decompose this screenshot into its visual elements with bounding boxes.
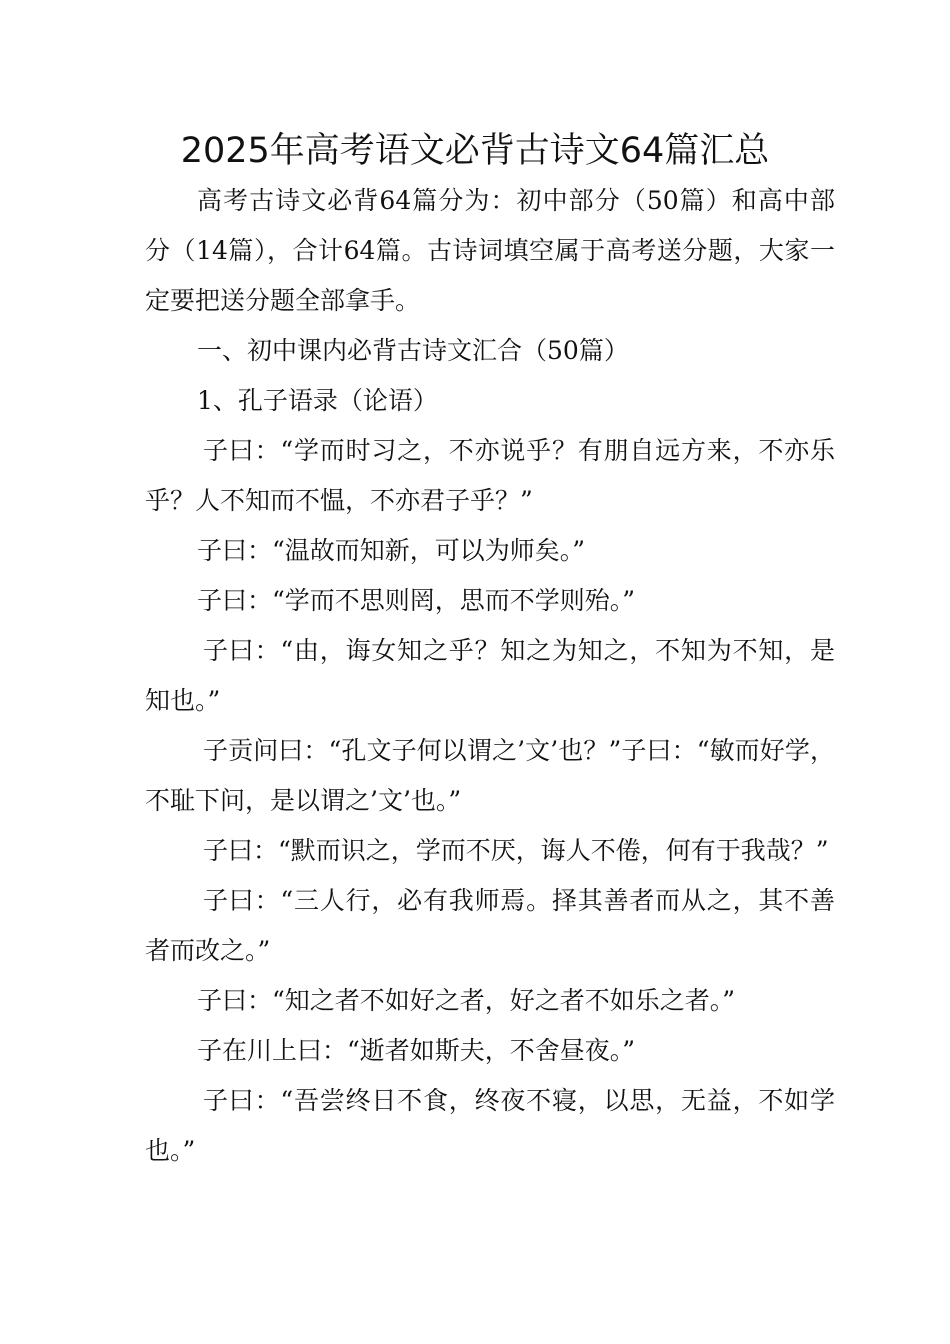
- section-heading: 一、初中课内必背古诗文汇合（50篇）: [197, 336, 629, 365]
- quote-paragraph: 子曰：“吾尝终日不食，终夜不寝，以思，无益，不如学也。”: [145, 1086, 835, 1165]
- quote-paragraph: 子曰：“默而识之，学而不厌，诲人不倦，何有于我哉？”: [203, 836, 829, 865]
- document-title: 2025年高考语文必背古诗文64篇汇总: [180, 131, 770, 171]
- quote-paragraph: 子曰：“学而时习之，不亦说乎？有朋自远方来，不亦乐乎？人不知而不愠，不亦君子乎？”: [145, 436, 835, 515]
- quote-paragraph: 子贡问曰：“孔文子何以谓之’文’也？”子曰：“敏而好学，不耻下问，是以谓之’文’也。”: [145, 736, 835, 815]
- quote-paragraph: 子曰：“学而不思则罔，思而不学则殆。”: [197, 586, 636, 615]
- quote-paragraph: 子曰：“由，诲女知之乎？知之为知之，不知为不知，是知也。”: [145, 636, 835, 715]
- intro-paragraph: 高考古诗文必背64篇分为：初中部分（50篇）和高中部分（14篇），合计64篇。古诗词填空属于高考送分题，大家一定要把送分题全部拿手。: [145, 186, 835, 315]
- quote-paragraph: 子曰：“温故而知新，可以为师矣。”: [197, 536, 586, 565]
- document-body: [145, 176, 835, 1176]
- subsection-heading: 1、孔子语录（论语）: [197, 386, 438, 415]
- quote-paragraph: 子曰：“知之者不如好之者，好之者不如乐之者。”: [197, 986, 736, 1015]
- quote-paragraph: 子曰：“三人行，必有我师焉。择其善者而从之，其不善者而改之。”: [145, 886, 835, 965]
- quote-paragraph: 子在川上曰：“逝者如斯夫，不舍昼夜。”: [197, 1036, 636, 1065]
